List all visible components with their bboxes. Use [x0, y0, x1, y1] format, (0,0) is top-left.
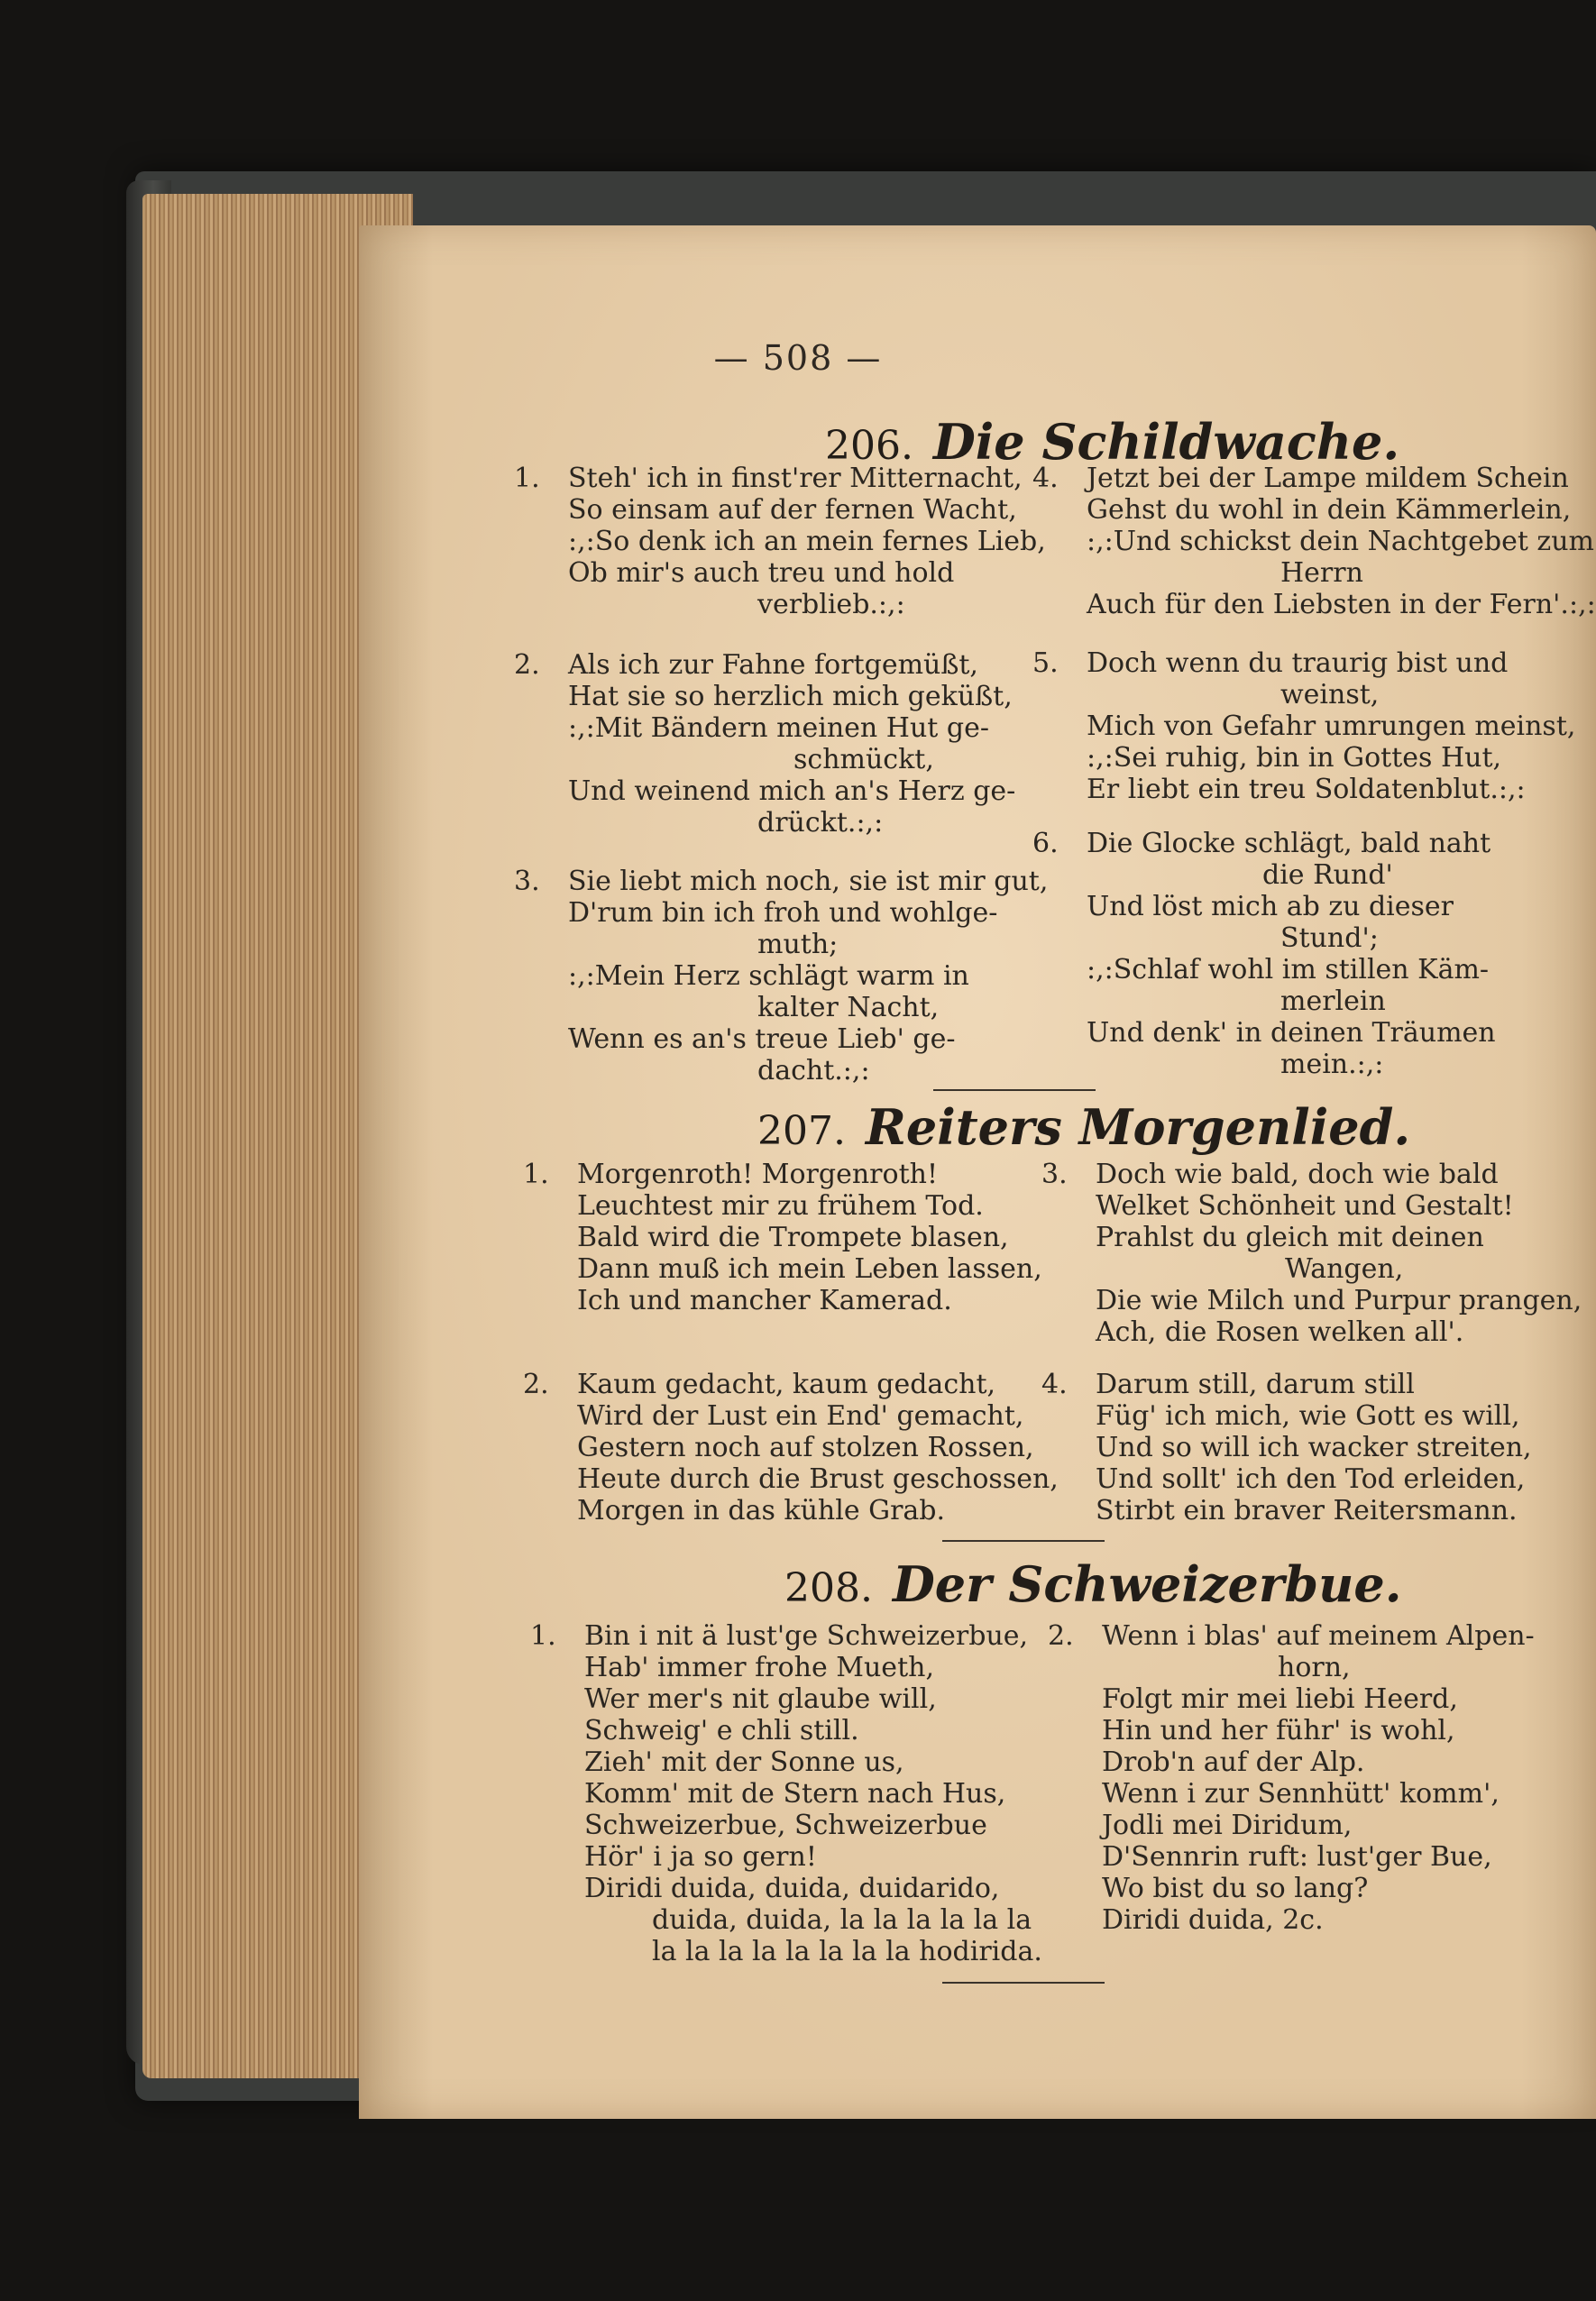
- verse-line: verblieb.:,:: [757, 589, 905, 620]
- verse-line: Darum still, darum still: [1096, 1369, 1415, 1400]
- verse-line: Wo bist du so lang?: [1102, 1873, 1369, 1904]
- verse-line: mein.:,:: [1280, 1049, 1384, 1080]
- divider: [933, 1089, 1096, 1091]
- verse-line: muth;: [757, 929, 839, 960]
- verse-line: Drob'n auf der Alp.: [1102, 1746, 1365, 1778]
- verse-line: So einsam auf der fernen Wacht,: [568, 494, 1017, 526]
- verse-line: Schweig' e chli still.: [584, 1715, 859, 1746]
- song-name: Die Schildwache.: [932, 413, 1400, 471]
- verse-line: horn,: [1278, 1652, 1351, 1683]
- verse-line: Und sollt' ich den Tod erleiden,: [1096, 1463, 1526, 1495]
- verse-207-2: [523, 1369, 1059, 1526]
- verse-line: Und so will ich wacker streiten,: [1096, 1432, 1532, 1463]
- verse-line: :,:Sei ruhig, bin in Gottes Hut,: [1087, 742, 1502, 774]
- song-title-208: [784, 1555, 1402, 1613]
- verse-line: Jodli mei Diridum,: [1102, 1810, 1353, 1841]
- verse-line: Und löst mich ab zu dieser: [1087, 891, 1454, 922]
- verse-number: 1.: [523, 1159, 549, 1190]
- verse-line: Stund';: [1280, 922, 1379, 954]
- verse-line: Wird der Lust ein End' gemacht,: [577, 1400, 1024, 1432]
- verse-line: Hin und her führ' is wohl,: [1102, 1715, 1455, 1746]
- verse-line: Und denk' in deinen Träumen: [1087, 1017, 1496, 1049]
- verse-number: 4.: [1041, 1369, 1068, 1400]
- verse-number: 6.: [1032, 828, 1059, 859]
- song-number: 208.: [784, 1565, 873, 1611]
- verse-line: Hab' immer frohe Mueth,: [584, 1652, 934, 1683]
- verse-number: 3.: [1041, 1159, 1068, 1190]
- verse-line: Schweizerbue, Schweizerbue: [584, 1810, 987, 1841]
- verse-line: Füg' ich mich, wie Gott es will,: [1096, 1400, 1520, 1432]
- verse-line: Ich und mancher Kamerad.: [577, 1285, 952, 1316]
- verse-number: 1.: [514, 463, 540, 494]
- verse-line: Doch wie bald, doch wie bald: [1096, 1159, 1499, 1190]
- verse-line: Morgenroth! Morgenroth!: [577, 1159, 939, 1190]
- verse-number: 2.: [1048, 1620, 1074, 1652]
- verse-line: :,:So denk ich an mein fernes Lieb,: [568, 526, 1046, 557]
- verse-line: Wer mer's nit glaube will,: [584, 1683, 937, 1715]
- verse-line: Hör' i ja so gern!: [584, 1841, 817, 1873]
- verse-number: 3.: [514, 866, 540, 897]
- verse-line: duida, duida, la la la la la la: [652, 1904, 1032, 1936]
- verse-206-2: [514, 649, 1016, 839]
- verse-line: Herrn: [1280, 557, 1363, 589]
- verse-line: weinst,: [1280, 679, 1380, 710]
- verse-line: drückt.:,:: [757, 807, 884, 839]
- verse-line: Ach, die Rosen welken all'.: [1096, 1316, 1464, 1348]
- verse-line: Wenn i blas' auf meinem Alpen-: [1102, 1620, 1535, 1652]
- verse-line: Ob mir's auch treu und hold: [568, 557, 955, 589]
- verse-206-1: [514, 463, 1046, 620]
- verse-line: Sie liebt mich noch, sie ist mir gut,: [568, 866, 1049, 897]
- verse-line: Bin i nit ä lust'ge Schweizerbue,: [584, 1620, 1029, 1652]
- verse-number: 2.: [523, 1369, 549, 1400]
- divider: [942, 1540, 1105, 1542]
- verse-line: Doch wenn du traurig bist und: [1087, 647, 1509, 679]
- verse-line: Wenn i zur Sennhütt' komm',: [1102, 1778, 1500, 1810]
- verse-line: Gehst du wohl in dein Kämmerlein,: [1087, 494, 1572, 526]
- verse-line: Gestern noch auf stolzen Rossen,: [577, 1432, 1034, 1463]
- verse-line: D'rum bin ich froh und wohlge-: [568, 897, 998, 929]
- verse-line: Prahlst du gleich mit deinen: [1096, 1222, 1484, 1253]
- verse-line: Dann muß ich mein Leben lassen,: [577, 1253, 1042, 1285]
- verse-line: Leuchtest mir zu frühem Tod.: [577, 1190, 984, 1222]
- song-title-207: [757, 1098, 1410, 1156]
- verse-line: kalter Nacht,: [757, 992, 940, 1023]
- verse-line: Komm' mit de Stern nach Hus,: [584, 1778, 1006, 1810]
- verse-line: Diridi duida, 2c.: [1102, 1904, 1324, 1936]
- verse-line: Auch für den Liebsten in der Fern'.:,:: [1087, 589, 1596, 620]
- verse-206-4: [1032, 463, 1596, 620]
- verse-line: Bald wird die Trompete blasen,: [577, 1222, 1009, 1253]
- verse-line: Zieh' mit der Sonne us,: [584, 1746, 904, 1778]
- verse-line: Hat sie so herzlich mich geküßt,: [568, 681, 1013, 712]
- verse-207-4: [1041, 1369, 1532, 1526]
- verse-206-6: [1032, 828, 1496, 1080]
- verse-line: Wangen,: [1285, 1253, 1404, 1285]
- verse-line: :,:Schlaf wohl im stillen Käm-: [1087, 954, 1490, 985]
- verse-line: :,:Und schickst dein Nachtgebet zum: [1087, 526, 1594, 557]
- verse-line: merlein: [1280, 985, 1386, 1017]
- verse-line: Welket Schönheit und Gestalt!: [1096, 1190, 1514, 1222]
- verse-line: Jetzt bei der Lampe mildem Schein: [1087, 463, 1569, 494]
- verse-line: Und weinend mich an's Herz ge-: [568, 775, 1016, 807]
- verse-line: Diridi duida, duida, duidarido,: [584, 1873, 1000, 1904]
- verse-line: :,:Mein Herz schlägt warm in: [568, 960, 969, 992]
- verse-line: D'Sennrin ruft: lust'ger Bue,: [1102, 1841, 1492, 1873]
- verse-line: dacht.:,:: [757, 1055, 870, 1086]
- verse-line: Heute durch die Brust geschossen,: [577, 1463, 1059, 1495]
- song-name: Reiters Morgenlied.: [865, 1098, 1411, 1156]
- verse-line: Morgen in das kühle Grab.: [577, 1495, 946, 1526]
- verse-line: Als ich zur Fahne fortgemüßt,: [568, 649, 978, 681]
- page-number: — 508 —: [713, 338, 883, 378]
- verse-206-5: [1032, 647, 1576, 805]
- verse-line: schmückt,: [793, 744, 934, 775]
- song-name: Der Schweizerbue.: [892, 1555, 1402, 1613]
- verse-line: Wenn es an's treue Lieb' ge-: [568, 1023, 956, 1055]
- verse-number: 5.: [1032, 647, 1059, 679]
- verse-line: Kaum gedacht, kaum gedacht,: [577, 1369, 996, 1400]
- song-number: 206.: [825, 423, 913, 469]
- verse-line: Steh' ich in finst'rer Mitternacht,: [568, 463, 1023, 494]
- verse-line: Folgt mir mei liebi Heerd,: [1102, 1683, 1458, 1715]
- verse-207-1: [523, 1159, 1042, 1316]
- verse-line: die Rund': [1262, 859, 1393, 891]
- verse-number: 2.: [514, 649, 540, 681]
- verse-line: Er liebt ein treu Soldatenblut.:,:: [1087, 774, 1526, 805]
- verse-line: :,:Mit Bändern meinen Hut ge-: [568, 712, 989, 744]
- verse-line: Stirbt ein braver Reitersmann.: [1096, 1495, 1518, 1526]
- song-number: 207.: [757, 1108, 846, 1154]
- verse-number: 1.: [530, 1620, 556, 1652]
- verse-206-3: [514, 866, 1049, 1086]
- verse-207-3: [1041, 1159, 1582, 1348]
- verse-208-2: [1048, 1620, 1535, 1936]
- verse-208-1: [530, 1620, 1042, 1967]
- verse-line: Mich von Gefahr umrungen meinst,: [1087, 710, 1576, 742]
- divider: [942, 1982, 1105, 1984]
- verse-line: Die wie Milch und Purpur prangen,: [1096, 1285, 1582, 1316]
- verse-line: Die Glocke schlägt, bald naht: [1087, 828, 1491, 859]
- verse-line: la la la la la la la la hodirida.: [652, 1936, 1042, 1967]
- verse-number: 4.: [1032, 463, 1059, 494]
